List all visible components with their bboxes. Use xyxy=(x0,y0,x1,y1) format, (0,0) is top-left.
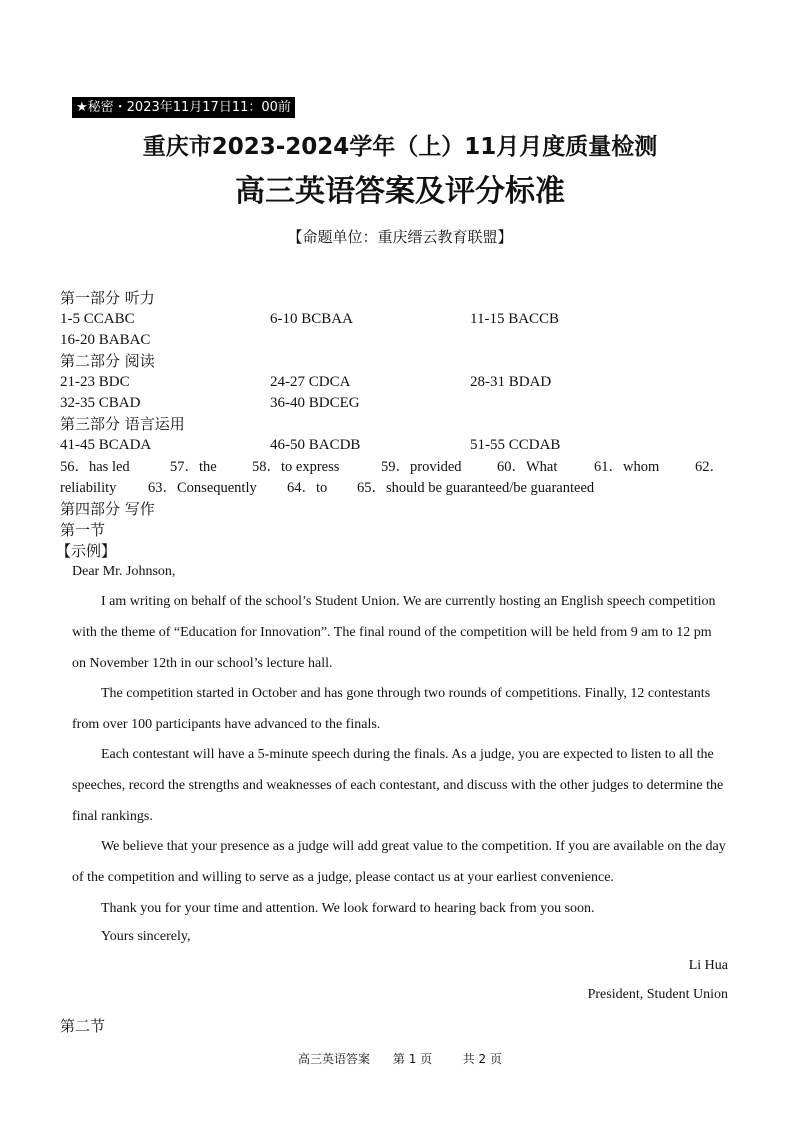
grammar-answer: 61．whom xyxy=(594,459,660,475)
letter-salutation: Dear Mr. Johnson, xyxy=(72,564,176,579)
answer-group: 24-27 CDCA xyxy=(270,374,351,390)
answer-group: 21-23 BDC xyxy=(60,374,130,390)
letter-closing: Yours sincerely, xyxy=(101,929,191,944)
answer-group: 16-20 BABAC xyxy=(60,332,151,348)
page-footer xyxy=(0,1050,800,1067)
footer-page-number: 第 1 页 xyxy=(392,1052,433,1066)
answer-group: 28-31 BDAD xyxy=(470,374,552,390)
example-label: 【示例】 xyxy=(56,542,117,560)
signature-name: Li Hua xyxy=(688,958,728,973)
part4-heading: 第四部分 写作 xyxy=(60,500,155,518)
grammar-answer: 56．has led xyxy=(60,459,130,475)
document-title: 高三英语答案及评分标准 xyxy=(235,174,565,209)
letter-paragraph: Each contestant will have a 5-minute speech during the finals. As a judge, you are expected to listen to all the speeches, record the strengths and weaknesses of each contestant, and discuss with the other judges to determine the final rankings. xyxy=(72,747,724,824)
section2-heading: 第二节 xyxy=(60,1017,106,1035)
letter-paragraph: Thank you for your time and attention. We look forward to hearing back from you soon. xyxy=(101,901,595,916)
grammar-answer: 60．What xyxy=(497,459,558,475)
letter-paragraph: The competition started in October and has gone through two rounds of competitions. Finally, 12 contestants from over 100 participants have advanced to the finals. xyxy=(72,686,711,732)
grammar-answer: 59．provided xyxy=(381,459,462,475)
grammar-answer: 57．the xyxy=(170,459,217,475)
footer-total-pages: 共 2 页 xyxy=(462,1052,502,1066)
part2-heading: 第二部分 阅读 xyxy=(60,352,155,370)
answer-group: 1-5 CCABC xyxy=(60,311,135,327)
footer-doc-name: 高三英语答案 xyxy=(298,1052,371,1066)
letter-paragraph: We believe that your presence as a judge will add great value to the competition. If you are available on the day of the competition and willing to serve as a judge, please contact us at your earliest convenience. xyxy=(72,839,726,885)
part1-heading: 第一部分 听力 xyxy=(60,289,155,307)
issuing-unit: 【命题单位：重庆缙云教育联盟】 xyxy=(287,228,513,246)
answer-group: 32-35 CBAD xyxy=(60,395,141,411)
answer-group: 46-50 BACDB xyxy=(270,437,361,453)
part3-heading: 第三部分 语言运用 xyxy=(60,415,185,433)
grammar-answer: reliability xyxy=(60,480,117,496)
grammar-answer: 64．to xyxy=(287,480,328,496)
grammar-answer: 65．should be guaranteed/be guaranteed xyxy=(357,480,595,496)
confidential-label: ★秘密・2023年11月17日11：00前 xyxy=(72,97,295,118)
answer-group: 6-10 BCBAA xyxy=(270,311,353,327)
grammar-answer: 58．to express xyxy=(252,459,340,475)
answer-group: 41-45 BCADA xyxy=(60,437,152,453)
answer-group: 51-55 CCDAB xyxy=(470,437,561,453)
answer-group: 36-40 BDCEG xyxy=(270,395,360,411)
exam-title: 重庆市2023-2024学年（上）11月月度质量检测 xyxy=(142,134,658,160)
grammar-answer: 63．Consequently xyxy=(148,480,257,496)
signature-title: President, Student Union xyxy=(587,987,728,1002)
grammar-answer: 62． xyxy=(695,459,724,475)
letter-paragraph: I am writing on behalf of the school’s Student Union. We are currently hosting an English speech competition with the theme of “Education for Innovation”. The final round of the competition will be held from 9 am to 12 pm on November 12th in our school’s lecture hall. xyxy=(72,594,716,671)
answer-group: 11-15 BACCB xyxy=(470,311,560,327)
section1-heading: 第一节 xyxy=(60,521,106,539)
